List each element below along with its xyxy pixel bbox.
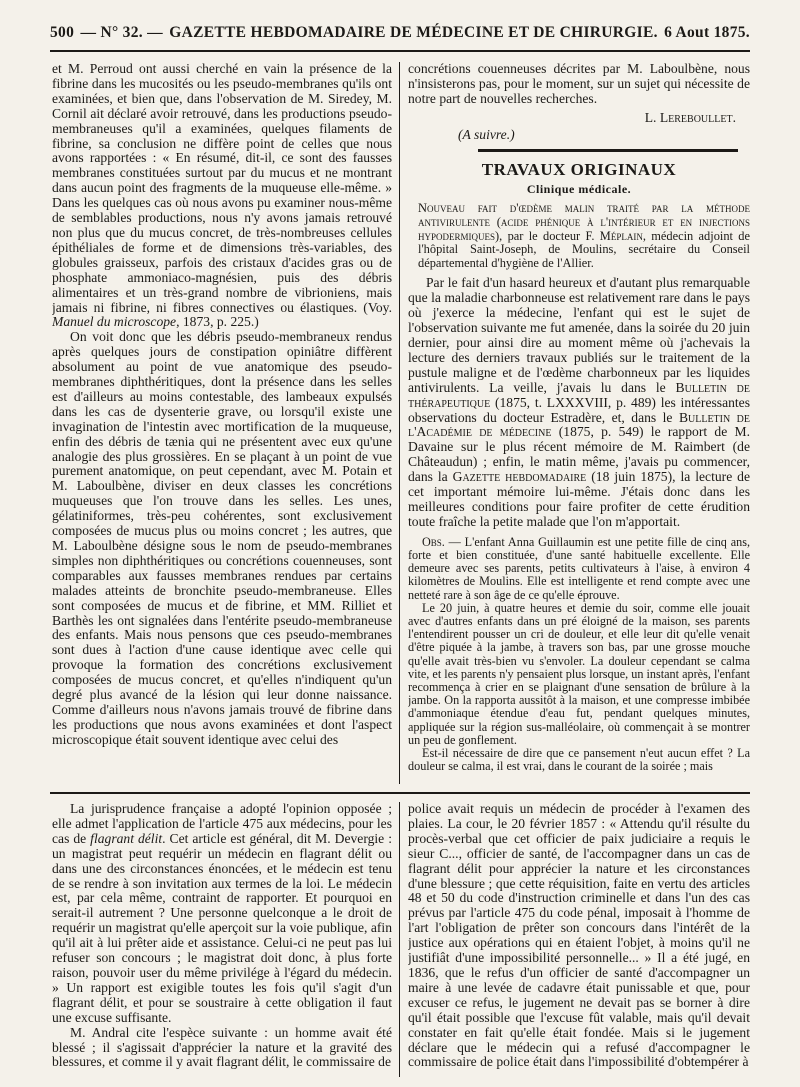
header-rule	[50, 50, 750, 52]
section-subtitle: Clinique médicale.	[526, 181, 632, 196]
right-column-bottom	[408, 802, 750, 1077]
page-number: 500	[50, 24, 75, 41]
paragraph: Est-il nécessaire de dire que ce pansement n'eut aucun effet ? La douleur se calma, il est vrai, dans le courant de la soirée ; mais	[408, 746, 750, 774]
journal-title: GAZETTE HEBDOMADAIRE DE MÉDECINE ET DE CHIRURGIE.	[169, 24, 658, 41]
column-separator	[399, 802, 400, 1077]
issue-date: 6 Aout 1875.	[664, 24, 750, 41]
paragraph: Par le fait d'un hasard heureux et d'autant plus remarquable que la maladie charbonneuse est relativement rare dans le pays où j'exerce la médecine, l'enfant qui est le sujet de l'observation suivante me fut amenée, dans la soirée du 20 juin dernier, pour ainsi dire au moment même où j'achevais la lecture des derniers travaux publiés sur le traitement de la pustule maligne et de l'œdème charbonneux par les liquides antivirulents. La veille, j'avais lu dans le Bulletin de thérapeutique (1875, t. LXXXVIII, p. 489) les intéressantes observations du docteur Estradère, et, dans le Bulletin de l'Académie de médecine (1875, p. 549) le rapport de M. Davaine sur le plus récent mémoire de M. Raimbert (de Châteaudun) ; enfin, le matin même, j'avais pu commencer, dans la Gazette hebdomadaire (18 juin 1875), la lecture de cet important mémoire lui-même. J'étais donc dans les meilleures conditions pour faire profiter de cette érudition toute fraîche la petite malade que l'on m'apportait.	[408, 275, 750, 529]
left-column-bottom	[52, 802, 392, 1077]
section-title: TRAVAUX ORIGINAUX	[481, 159, 677, 179]
to-be-continued: (A suivre.)	[458, 126, 515, 142]
paragraph: La jurisprudence française a adopté l'opinion opposée ; elle admet l'application de l'article 475 aux médecins, pour les cas de flagrant délit. Cet article est général, dit M. Devergie : un magistrat peut requérir un médecin en flagrant délit ou dans une des circonstances énoncées, et le médecin est tenu de se rendre à son invitation aux termes de la loi. Le médecin est, par cela même, contraint de rapporter. Et pourquoi en serait-il autrement ? Une personne quelconque a le droit de requérir un magistrat qu'elle aperçoit sur la voie publique, afin qu'il ait à lui prêter aide et assistance. Celui-ci ne peut pas lui refuser son concours ; le magistrat doit donc, à plus forte raison, pouvoir user du même privilége à l'égard du médecin. » Un rapport est exigible toutes les fois qu'il s'agit d'un flagrant délit, et pour se soustraire à cette obligation il faut une excuse suffisante.	[52, 802, 392, 1025]
paragraph: concrétions couenneuses décrites par M. Laboulbène, nous n'insisterons pas, pour le moment, sur un sujet qui nécessite de notre part de nouvelles recherches.	[408, 62, 750, 106]
column-separator	[399, 62, 400, 784]
paragraph: et M. Perroud ont aussi cherché en vain la présence de la fibrine dans les mucosités ou les pseudo-membranes qu'ils ont examinées, et bien que, dans l'observation de M. Siredey, M. Cornil ait déclaré avoir retrouvé, dans les productions pseudo-membraneuses qu'il a examinées, quelques filaments de fibrine, sa conclusion ne diffère point de celles que nous avons rapportées : « En résumé, dit-il, ce sont des fausses membranes constituées surtout par du mucus et ne montrant dans aucun point des fragments de la muqueuse elle-même. » Dans les quelques cas où nous avons pu examiner nous-même de semblables productions, nous n'y avons jamais retrouvé non plus que du mucus concret, de très-nombreuses cellules épithéliales de forme et de dimensions très-variables, des globules graisseux, parfois des cristaux d'acides gras ou de phosphate ammoniaco-magnésien, puis des débris alimentaires et un très-grand nombre de vibrioniens, mais jamais ni fibrine, ni fibres connectives ou élastiques. (Voy. Manuel du microscope, 1873, p. 225.)	[52, 62, 392, 330]
running-header	[50, 24, 750, 46]
paragraph: Obs. — L'enfant Anna Guillaumin est une petite fille de cinq ans, forte et bien constituée, d'une santé habituelle excellente. Elle demeure avec ses parents, petits cultivateurs à l'aise, à environ 4 kilomètres de Moulins. Elle est intelligente et rend compte avec une netteté rare à son âge de ce qu'elle éprouve.	[408, 534, 750, 602]
observation-block	[408, 536, 750, 774]
paragraph: Le 20 juin, à quatre heures et demie du soir, comme elle jouait avec d'autres enfants dans un pré éloigné de la maison, ses parents l'entendirent pousser un cri de douleur, et elle leur dit qu'elle venait d'être piquée à la jambe, à travers son bas, par une grosse mouche qu'elle avait très-bien vu s'envoler. La douleur cependant se calma vite, et les parents n'y pensaient plus lorsque, un instant après, l'enfant recommença à crier en se plaignant d'une sensation de brûlure à la jambe. On la rapporta aussitôt à la maison, et une compresse imbibée d'ammoniaque étendue d'eau fut, pendant quelques minutes, appliquée sur la région sus-malléolaire, où commençait à se montrer un peu de gonflement.	[408, 600, 750, 747]
left-column-top	[52, 62, 392, 784]
article-title: Nouveau fait d'œdème malin traité par la méthode antivirulente (acide phénique à l'intérieur et en injections hypodermiques), par le docteur F. Méplain, médecin adjoint de l'hôpital Saint-Joseph, de Moulins, secrétaire du Conseil départemental d'hygiène de l'Allier.	[418, 201, 750, 270]
paragraph: M. Andral cite l'espèce suivante : un homme avait été blessé ; il s'agissait d'apprécier la nature et la gravité des blessures, et comme il y avait flagrant délit, le commissaire de	[52, 1024, 392, 1070]
section-divider	[478, 149, 738, 152]
paragraph: On voit donc que les débris pseudo-membraneux rendus après quelques jours de constipation opiniâtre diffèrent absolument au point de vue anatomique des pseudo-membranes diphthéritiques, dont la présence dans les selles est d'ailleurs au moins contestable, des lambeaux expulsés dans les cas de dysenterie grave, ou lorsqu'il existe une invagination de l'intestin avec mortification de la muqueuse, enfin des débris de tænia qui ne présentent avec eux qu'une analogie des plus grossières. En se plaçant à un point de vue purement anatomique, on peut cependant, avec M. Potain et M. Laboulbène, diviser en deux classes les concrétions muqueuses que l'on trouve dans les selles. Les unes, gélatiniformes, très-peu cohérentes, sont exclusivement composées de mucus plus ou moins concret ; les autres, que M. Laboulbène désigne sous le nom de pseudo-membranes simples non diphthéritiques ou concrétions couenneuses, sont comparables aux fausses membranes rendues par certains malades atteints de bronchite pseudo-membraneuse. Elles sont composées de mucus et de fibrine, et MM. Rilliet et Barthès les ont signalées dans l'entérite pseudo-membraneuse des enfants. Mais nous pensons que ces pseudo-membranes sont dues à l'action d'une cause identique avec celle qui provoque la formation des concrétions exclusivement composées de mucus concret, et qu'elles n'indiquent qu'un degré plus avancé de la lésion qui leur donne naissance. Comme d'ailleurs nous n'avons jamais trouvé de fibrine dans les productions que nous avons examinées et dont l'aspect microscopique était souvent identique avec celui des	[52, 329, 392, 747]
issue-number: — N° 32. —	[80, 24, 163, 41]
author-signature: L. Lereboullet.	[644, 109, 736, 125]
paragraph: police avait requis un médecin de procéder à l'examen des plaies. La cour, le 20 février 1857 : « Attendu qu'il résulte du procès-verbal que cet officier de paix judiciaire a requis le sieur C..., officier de santé, de l'accompagner dans un cas de flagrant délit pour apprécier la nature et les circonstances d'une blessure ; que cette réquisition, faite en vertu des articles 48 et 50 du code d'instruction criminelle et dans l'un des cas prévus par l'article 475 du code pénal, imposait à l'homme de l'art l'obligation de prêter son concours dans l'intérêt de la justice aux opérations qui en étaient l'objet, à moins qu'il ne justifiât d'une impossibilité personnelle... » Il a été jugé, en 1836, que le refus d'un officier de santé d'accompagner un maire à une levée de cadavre était punissable et que, pour excuser ce refus, le jugement ne devait pas se borner à dire qu'il était possible que l'excuse fût valable, mais qu'il devait constater en fait qu'elle était fondée. Mais si le jugement déclare que le médecin qui a refusé d'accompagner le commissaire de police était dans l'impossibilité d'obtempérer à	[408, 802, 750, 1070]
right-column-top	[408, 62, 750, 784]
page-break-rule	[50, 792, 750, 794]
